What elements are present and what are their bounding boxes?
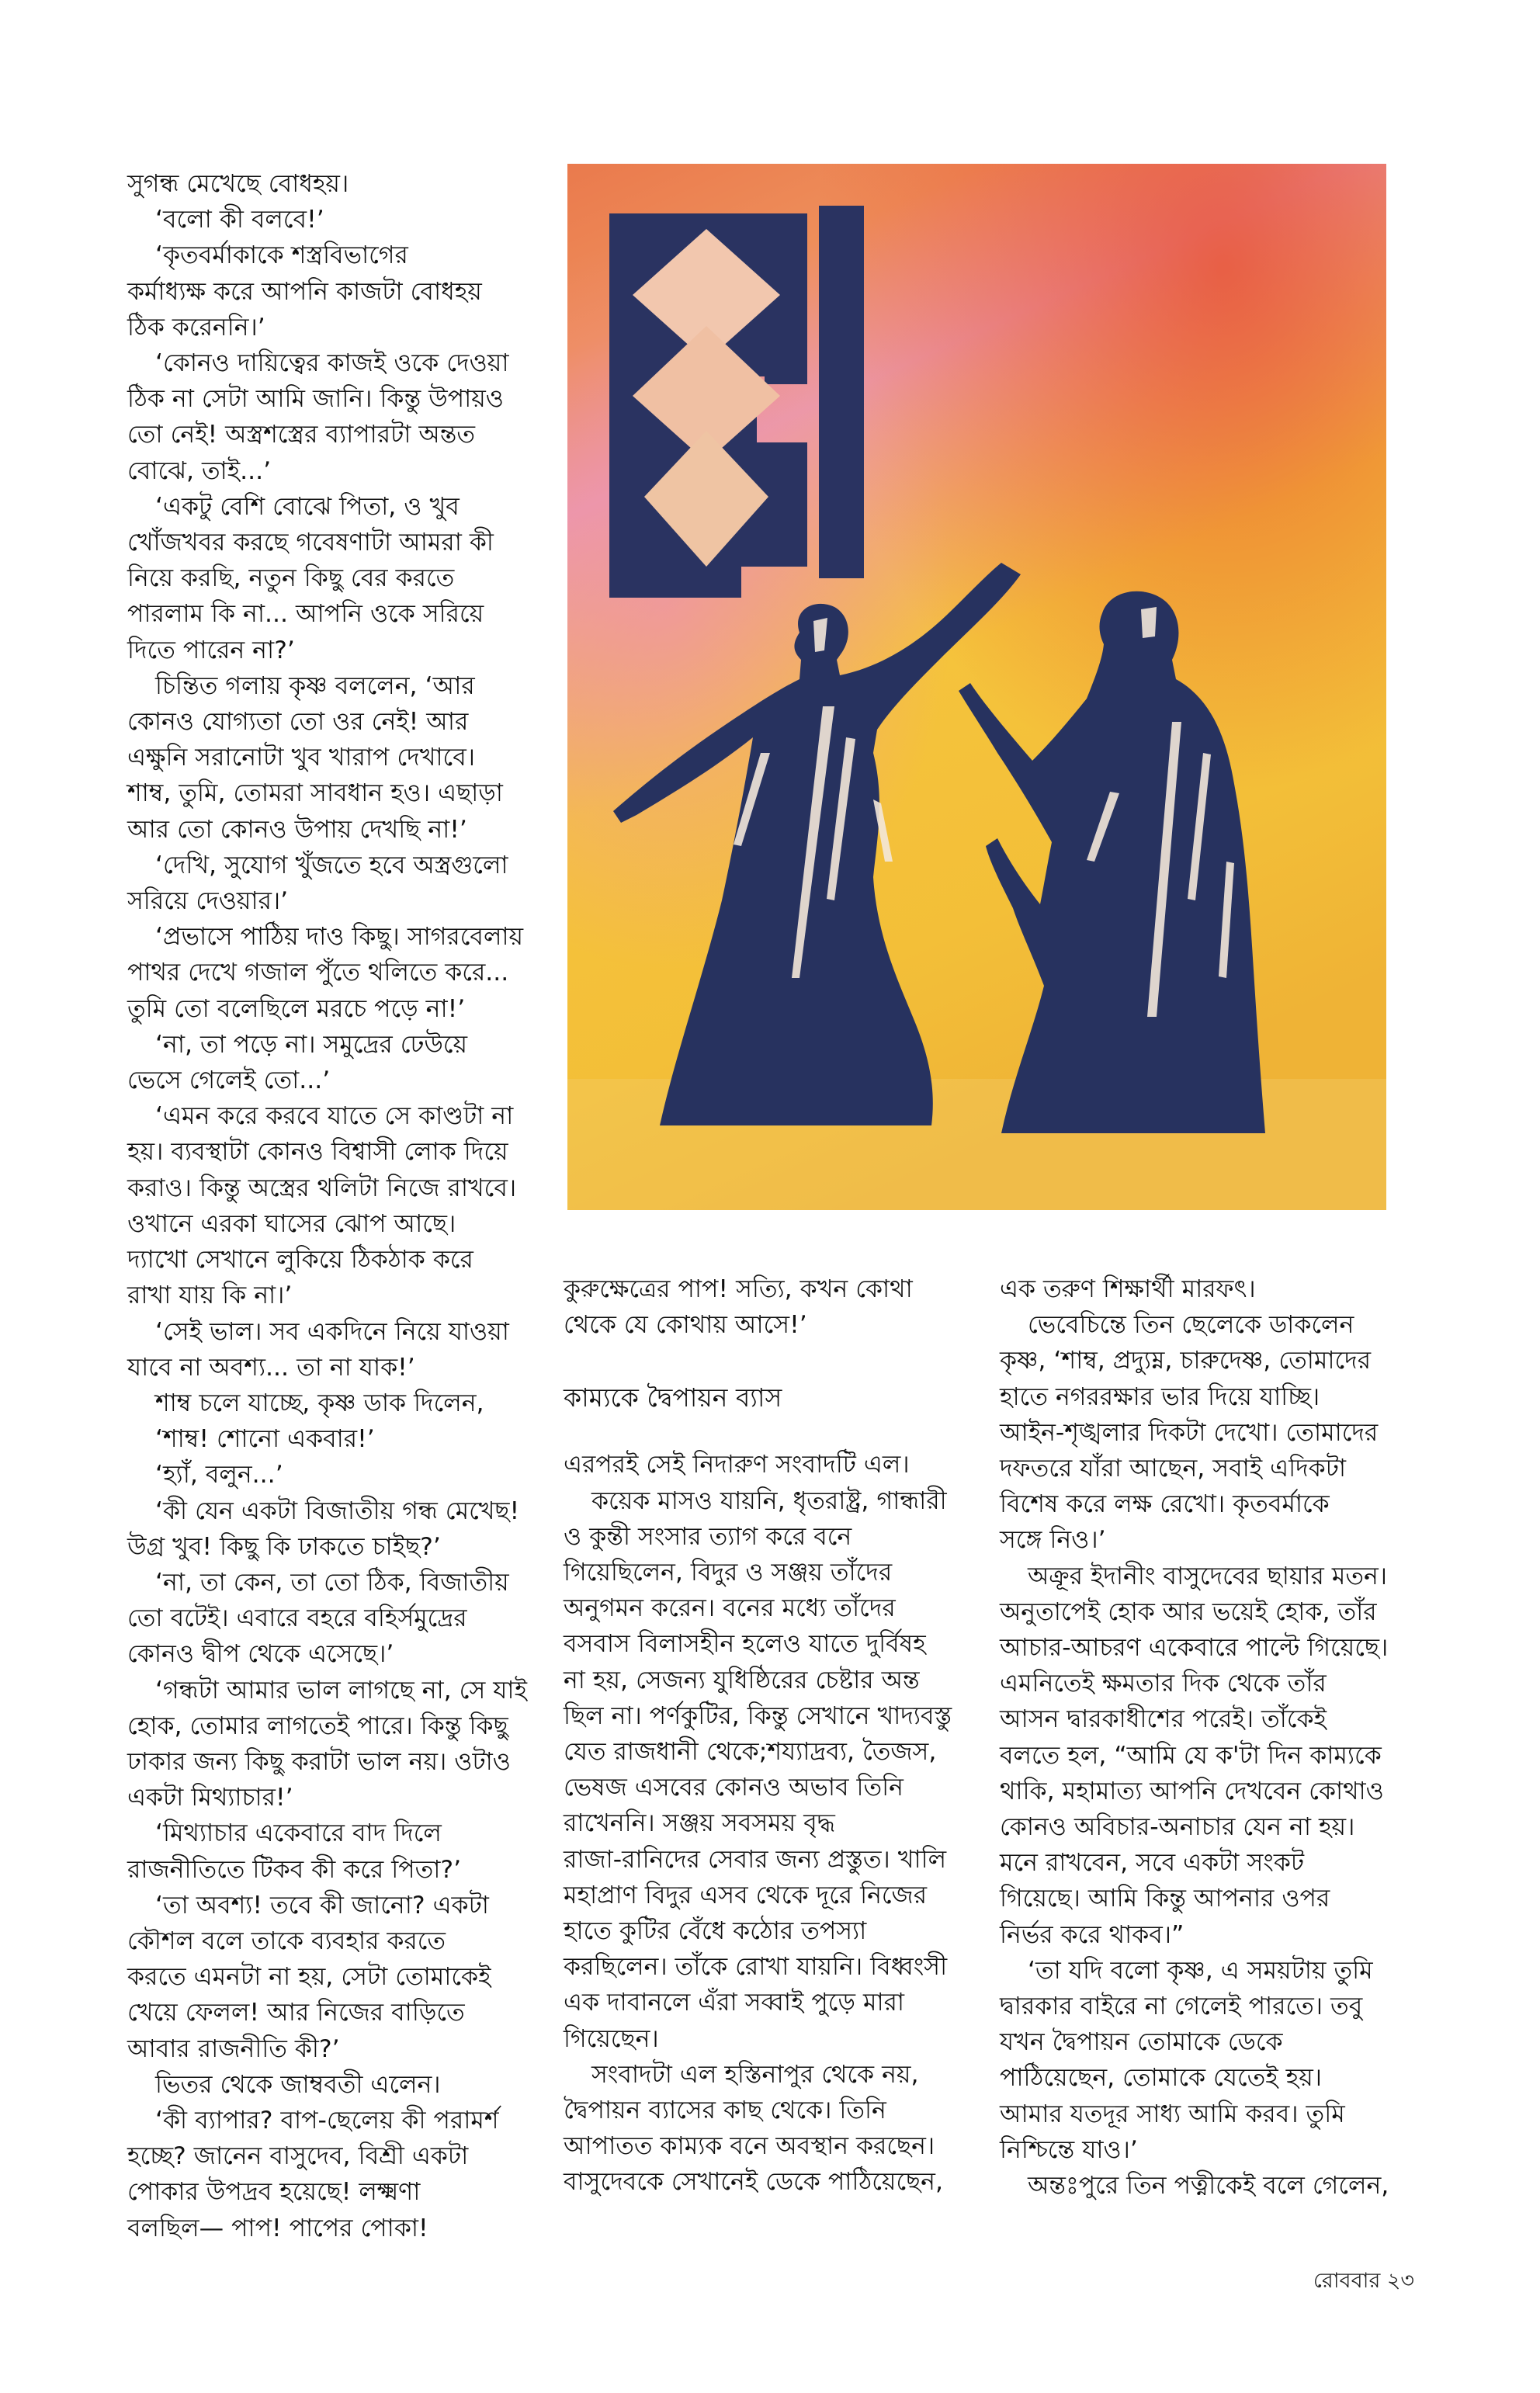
text-line: বিশেষ করে লক্ষ রেখো। কৃতবর্মাকে bbox=[1000, 1490, 1330, 1519]
text-line: তুমি তো বলেছিলে মরচে পড়ে না!’ bbox=[127, 994, 466, 1023]
text-line: ভিতর থেকে জাম্ববতী এলেন। bbox=[155, 2070, 441, 2099]
text-line: না হয়, সেজন্য যুধিষ্ঠিরের চেষ্টার অন্ত bbox=[564, 1666, 920, 1694]
geometric-motif bbox=[609, 206, 864, 598]
text-line: ‘প্রভাসে পাঠিয় দাও কিছু। সাগরবেলায় bbox=[155, 923, 524, 952]
text-line: ভেসে গেলেই তো...’ bbox=[127, 1066, 331, 1095]
text-line: গিয়েছিলেন, বিদুর ও সঞ্জয় তাঁদের bbox=[564, 1559, 893, 1587]
text-line: সংবাদটা এল হস্তিনাপুর থেকে নয়, bbox=[591, 2060, 919, 2089]
text-line: কুরুক্ষেত্রের পাপ! সত্যি, কখন কোথা bbox=[564, 1275, 913, 1303]
text-line: চিন্তিত গলায় কৃষ্ণ বললেন, ‘আর bbox=[155, 671, 475, 700]
text-line: কোনও যোগ্যতা তো ওর নেই! আর bbox=[127, 708, 469, 737]
text-line: এরপরই সেই নিদারুণ সংবাদটি এল। bbox=[564, 1451, 910, 1479]
text-line: ও কুন্তী সংসার ত্যাগ করে বনে bbox=[564, 1522, 852, 1551]
text-line: ‘কী যেন একটা বিজাতীয় গন্ধ মেখেছ! bbox=[155, 1496, 520, 1525]
text-line: উগ্র খুব! কিছু কি ঢাকতে চাইছ?’ bbox=[127, 1532, 441, 1561]
text-line: ঠিক না সেটা আমি জানি। কিন্তু উপায়ও bbox=[127, 385, 504, 414]
text-line: মনে রাখবেন, সবে একটা সংকট bbox=[1000, 1849, 1305, 1878]
text-line: পোকার উপদ্রব হয়েছে! লক্ষ্মণা bbox=[127, 2178, 421, 2207]
text-line: এক্ষুনি সরানোটা খুব খারাপ দেখাবে। bbox=[127, 744, 475, 772]
text-line: ‘না, তা কেন, তা তো ঠিক, বিজাতীয় bbox=[155, 1568, 509, 1597]
text-line: করাও। কিন্তু অস্ত্রের থলিটা নিজে রাখবে। bbox=[127, 1174, 517, 1202]
text-line: নিয়ে করছি, নতুন কিছু বের করতে bbox=[127, 564, 455, 593]
text-line: ভেবেচিন্তে তিন ছেলেকে ডাকলেন bbox=[1028, 1311, 1354, 1340]
text-line: অনুগমন করেন। বনের মধ্যে তাঁদের bbox=[564, 1594, 896, 1623]
text-line: করতে এমনটা না হয়, সেটা তোমাকেই bbox=[127, 1963, 491, 1992]
text-line: পাথর দেখে গজাল পুঁতে থলিতে করে... bbox=[127, 959, 509, 987]
text-line: দিতে পারেন না?’ bbox=[127, 636, 295, 664]
text-line: ‘শাম্ব! শোনো একবার!’ bbox=[155, 1425, 375, 1454]
text-line: ‘হ্যাঁ, বলুন...’ bbox=[155, 1461, 283, 1490]
text-line: ‘না, তা পড়ে না। সমুদ্রের ঢেউয়ে bbox=[155, 1030, 468, 1059]
text-line: ‘একটু বেশি বোঝে পিতা, ও খুব bbox=[155, 492, 460, 521]
text-line: কয়েক মাসও যায়নি, ধৃতরাষ্ট্র, গান্ধারী bbox=[591, 1486, 947, 1515]
text-line: অন্তঃপুরে তিন পত্নীকেই বলে গেলেন, bbox=[1028, 2172, 1389, 2201]
text-line: বলতে হল, “আমি যে ক'টা দিন কাম্যকে bbox=[1000, 1741, 1382, 1770]
text-line: ‘কোনও দায়িত্বের কাজই ওকে দেওয়া bbox=[155, 349, 509, 378]
text-line: ‘কৃতবর্মাকাকে শস্ত্রবিভাগের bbox=[155, 241, 408, 270]
text-line: অক্রূর ইদানীং বাসুদেবের ছায়ার মতন। bbox=[1028, 1562, 1388, 1590]
text-line: আমার যতদূর সাধ্য আমি করব। তুমি bbox=[1000, 2100, 1345, 2128]
text-line: ঠিক করেননি।’ bbox=[127, 313, 265, 342]
text-line: দ্বারকার বাইরে না গেলেই পারতে। তবু bbox=[1000, 1992, 1363, 2021]
text-line: এমনিতেই ক্ষমতার দিক থেকে তাঁর bbox=[1000, 1670, 1327, 1698]
text-line: বোঝে, তাই...’ bbox=[127, 456, 272, 485]
text-line: নির্ভর করে থাকব।” bbox=[1000, 1920, 1184, 1949]
text-line: কোনও দ্বীপ থেকে এসেছে।’ bbox=[127, 1640, 394, 1669]
text-line: ঢাকার জন্য কিছু করাটা ভাল নয়। ওটাও bbox=[127, 1747, 511, 1776]
section-heading: কাম্যকে দ্বৈপায়ন ব্যাস bbox=[564, 1382, 782, 1413]
text-line: পারলাম কি না... আপনি ওকে সরিয়ে bbox=[127, 600, 484, 629]
text-line: কর্মাধ্যক্ষ করে আপনি কাজটা বোধহয় bbox=[127, 277, 482, 306]
text-line: ‘দেখি, সুযোগ খুঁজতে হবে অস্ত্রগুলো bbox=[155, 851, 508, 879]
text-line: ‘তা যদি বলো কৃষ্ণ, এ সময়টায় তুমি bbox=[1028, 1956, 1373, 1985]
text-line: ‘বলো কী বলবে!’ bbox=[155, 206, 324, 234]
text-line: শাম্ব, তুমি, তোমরা সাবধান হও। এছাড়া bbox=[127, 779, 503, 808]
text-line: আসন দ্বারকাধীশের পরেই। তাঁকেই bbox=[1000, 1705, 1327, 1734]
page-footer-folio: রোববার ২৩ bbox=[1313, 2269, 1414, 2293]
text-line: ‘সেই ভাল। সব একদিনে নিয়ে যাওয়া bbox=[155, 1317, 509, 1346]
text-line: কোনও অবিচার-অনাচার যেন না হয়। bbox=[1000, 1813, 1355, 1842]
text-line: ‘মিথ্যাচার একেবারে বাদ দিলে bbox=[155, 1819, 442, 1848]
text-line: রাখা যায় কি না।’ bbox=[127, 1281, 293, 1310]
text-line: খোঁজখবর করছে গবেষণাটা আমরা কী bbox=[127, 529, 494, 557]
text-line: থাকি, মহামাত্য আপনি দেখবেন কোথাও bbox=[1000, 1777, 1384, 1805]
text-line: সরিয়ে দেওয়ার।’ bbox=[127, 887, 289, 916]
text-line: অনুতাপেই হোক আর ভয়েই হোক, তাঁর bbox=[1000, 1597, 1377, 1626]
text-line: নিশ্চিন্তে যাও।’ bbox=[1000, 2135, 1138, 2164]
text-line: একটা মিথ্যাচার!’ bbox=[127, 1784, 293, 1812]
text-line: হাতে কুটির বেঁধে কঠোর তপস্যা bbox=[564, 1917, 867, 1946]
text-line: ছিল না। পর্ণকুটির, কিন্তু সেখানে খাদ্যবস্তু bbox=[564, 1701, 952, 1730]
text-column-left bbox=[127, 166, 562, 2246]
text-line: খেয়ে ফেলল! আর নিজের বাড়িতে bbox=[127, 1999, 465, 2027]
text-line: করছিলেন। তাঁকে রোখা যায়নি। বিধ্বংসী bbox=[564, 1953, 948, 1982]
text-line: এক তরুণ শিক্ষার্থী মারফৎ। bbox=[1000, 1275, 1256, 1303]
text-line: সঙ্গে নিও।’ bbox=[1000, 1526, 1106, 1555]
text-line: কৃষ্ণ, ‘শাম্ব, প্রদ্যুম্ন, চারুদেষ্ণ, তোমাদের bbox=[1000, 1347, 1372, 1375]
text-line: যখন দ্বৈপায়ন তোমাকে ডেকে bbox=[1000, 2028, 1283, 2057]
text-line: রাজা-রানিদের সেবার জন্য প্রস্তুত। খালি bbox=[564, 1845, 947, 1874]
text-column-middle bbox=[564, 1271, 983, 2201]
text-line: ‘কী ব্যাপার? বাপ-ছেলেয় কী পরামর্শ bbox=[155, 2106, 499, 2135]
text-line: ওখানে এরকা ঘাসের ঝোপ আছে। bbox=[127, 1209, 456, 1238]
text-line: গিয়েছেন। bbox=[564, 2024, 659, 2053]
text-line: দ্যাখো সেখানে লুকিয়ে ঠিকঠাক করে bbox=[127, 1246, 473, 1275]
text-line: ‘তা অবশ্য! তবে কী জানো? একটা bbox=[155, 1891, 489, 1920]
text-line: আচার-আচরণ একেবারে পাল্টে গিয়েছে। bbox=[1000, 1634, 1389, 1663]
text-line: তো বটেই। এবারে বহরে বহির্সমুদ্রের bbox=[127, 1604, 467, 1633]
text-line: আর তো কোনও উপায় দেখছি না!’ bbox=[127, 815, 467, 844]
text-line: থেকে যে কোথায় আসে!’ bbox=[564, 1311, 807, 1340]
text-line: হোক, তোমার লাগতেই পারে। কিন্তু কিছু bbox=[127, 1712, 508, 1740]
text-line: তো নেই! অস্ত্রশস্ত্রের ব্যাপারটা অন্তত bbox=[127, 421, 476, 449]
text-line: ভেষজ এসবের কোনও অভাব তিনি bbox=[564, 1774, 904, 1802]
text-line: কৌশল বলে তাকে ব্যবহার করতে bbox=[127, 1927, 446, 1955]
story-illustration bbox=[567, 163, 1387, 1211]
text-line: বলছিল— পাপ! পাপের পোকা! bbox=[127, 2214, 428, 2242]
text-line: এক দাবানলে এঁরা সব্বাই পুড়ে মারা bbox=[564, 1989, 905, 2017]
text-line: হয়। ব্যবস্থাটা কোনও বিশ্বাসী লোক দিয়ে bbox=[127, 1138, 508, 1167]
text-line: মহাপ্রাণ বিদুর এসব থেকে দূরে নিজের bbox=[564, 1881, 928, 1909]
text-line: পাঠিয়েছেন, তোমাকে যেতেই হয়। bbox=[1000, 2064, 1323, 2093]
text-line: আপাতত কাম্যক বনে অবস্থান করছেন। bbox=[564, 2132, 935, 2161]
text-column-right bbox=[1000, 1271, 1419, 2204]
text-line: শাম্ব চলে যাচ্ছে, কৃষ্ণ ডাক দিলেন, bbox=[155, 1389, 484, 1417]
text-line: গিয়েছে। আমি কিন্তু আপনার ওপর bbox=[1000, 1885, 1330, 1913]
text-line: যেত রাজধানী থেকে;শয্যাদ্রব্য, তৈজস, bbox=[564, 1738, 937, 1767]
text-line: রাখেননি। সঞ্জয় সবসময় বৃদ্ধ bbox=[564, 1809, 835, 1838]
text-line: হাতে নগররক্ষার ভার দিয়ে যাচ্ছি। bbox=[1000, 1382, 1320, 1411]
text-line: হচ্ছে? জানেন বাসুদেব, বিশ্রী একটা bbox=[127, 2142, 469, 2171]
text-line: ‘এমন করে করবে যাতে সে কাণ্ডটা না bbox=[155, 1102, 514, 1131]
text-line: দ্বৈপায়ন ব্যাসের কাছ থেকে। তিনি bbox=[564, 2096, 886, 2125]
text-line: ‘গন্ধটা আমার ভাল লাগছে না, সে যাই bbox=[155, 1676, 527, 1705]
text-line: সুগন্ধ মেখেছে বোধহয়। bbox=[127, 170, 349, 198]
text-line: রাজনীতিতে টিকব কী করে পিতা?’ bbox=[127, 1855, 462, 1884]
text-line: যাবে না অবশ্য... তা না যাক!’ bbox=[127, 1353, 415, 1382]
text-line: আবার রাজনীতি কী?’ bbox=[127, 2034, 340, 2063]
text-line: বাসুদেবকে সেখানেই ডেকে পাঠিয়েছেন, bbox=[564, 2168, 943, 2197]
painting-two-figures bbox=[567, 163, 1387, 1211]
text-line: আইন-শৃঙ্খলার দিকটা দেখো। তোমাদের bbox=[1000, 1418, 1379, 1447]
text-line: বসবাস বিলাসহীন হলেও যাতে দুর্বিষহ bbox=[564, 1630, 926, 1659]
text-line: দফতরে যাঁরা আছেন, সবাই এদিকটা bbox=[1000, 1455, 1347, 1483]
